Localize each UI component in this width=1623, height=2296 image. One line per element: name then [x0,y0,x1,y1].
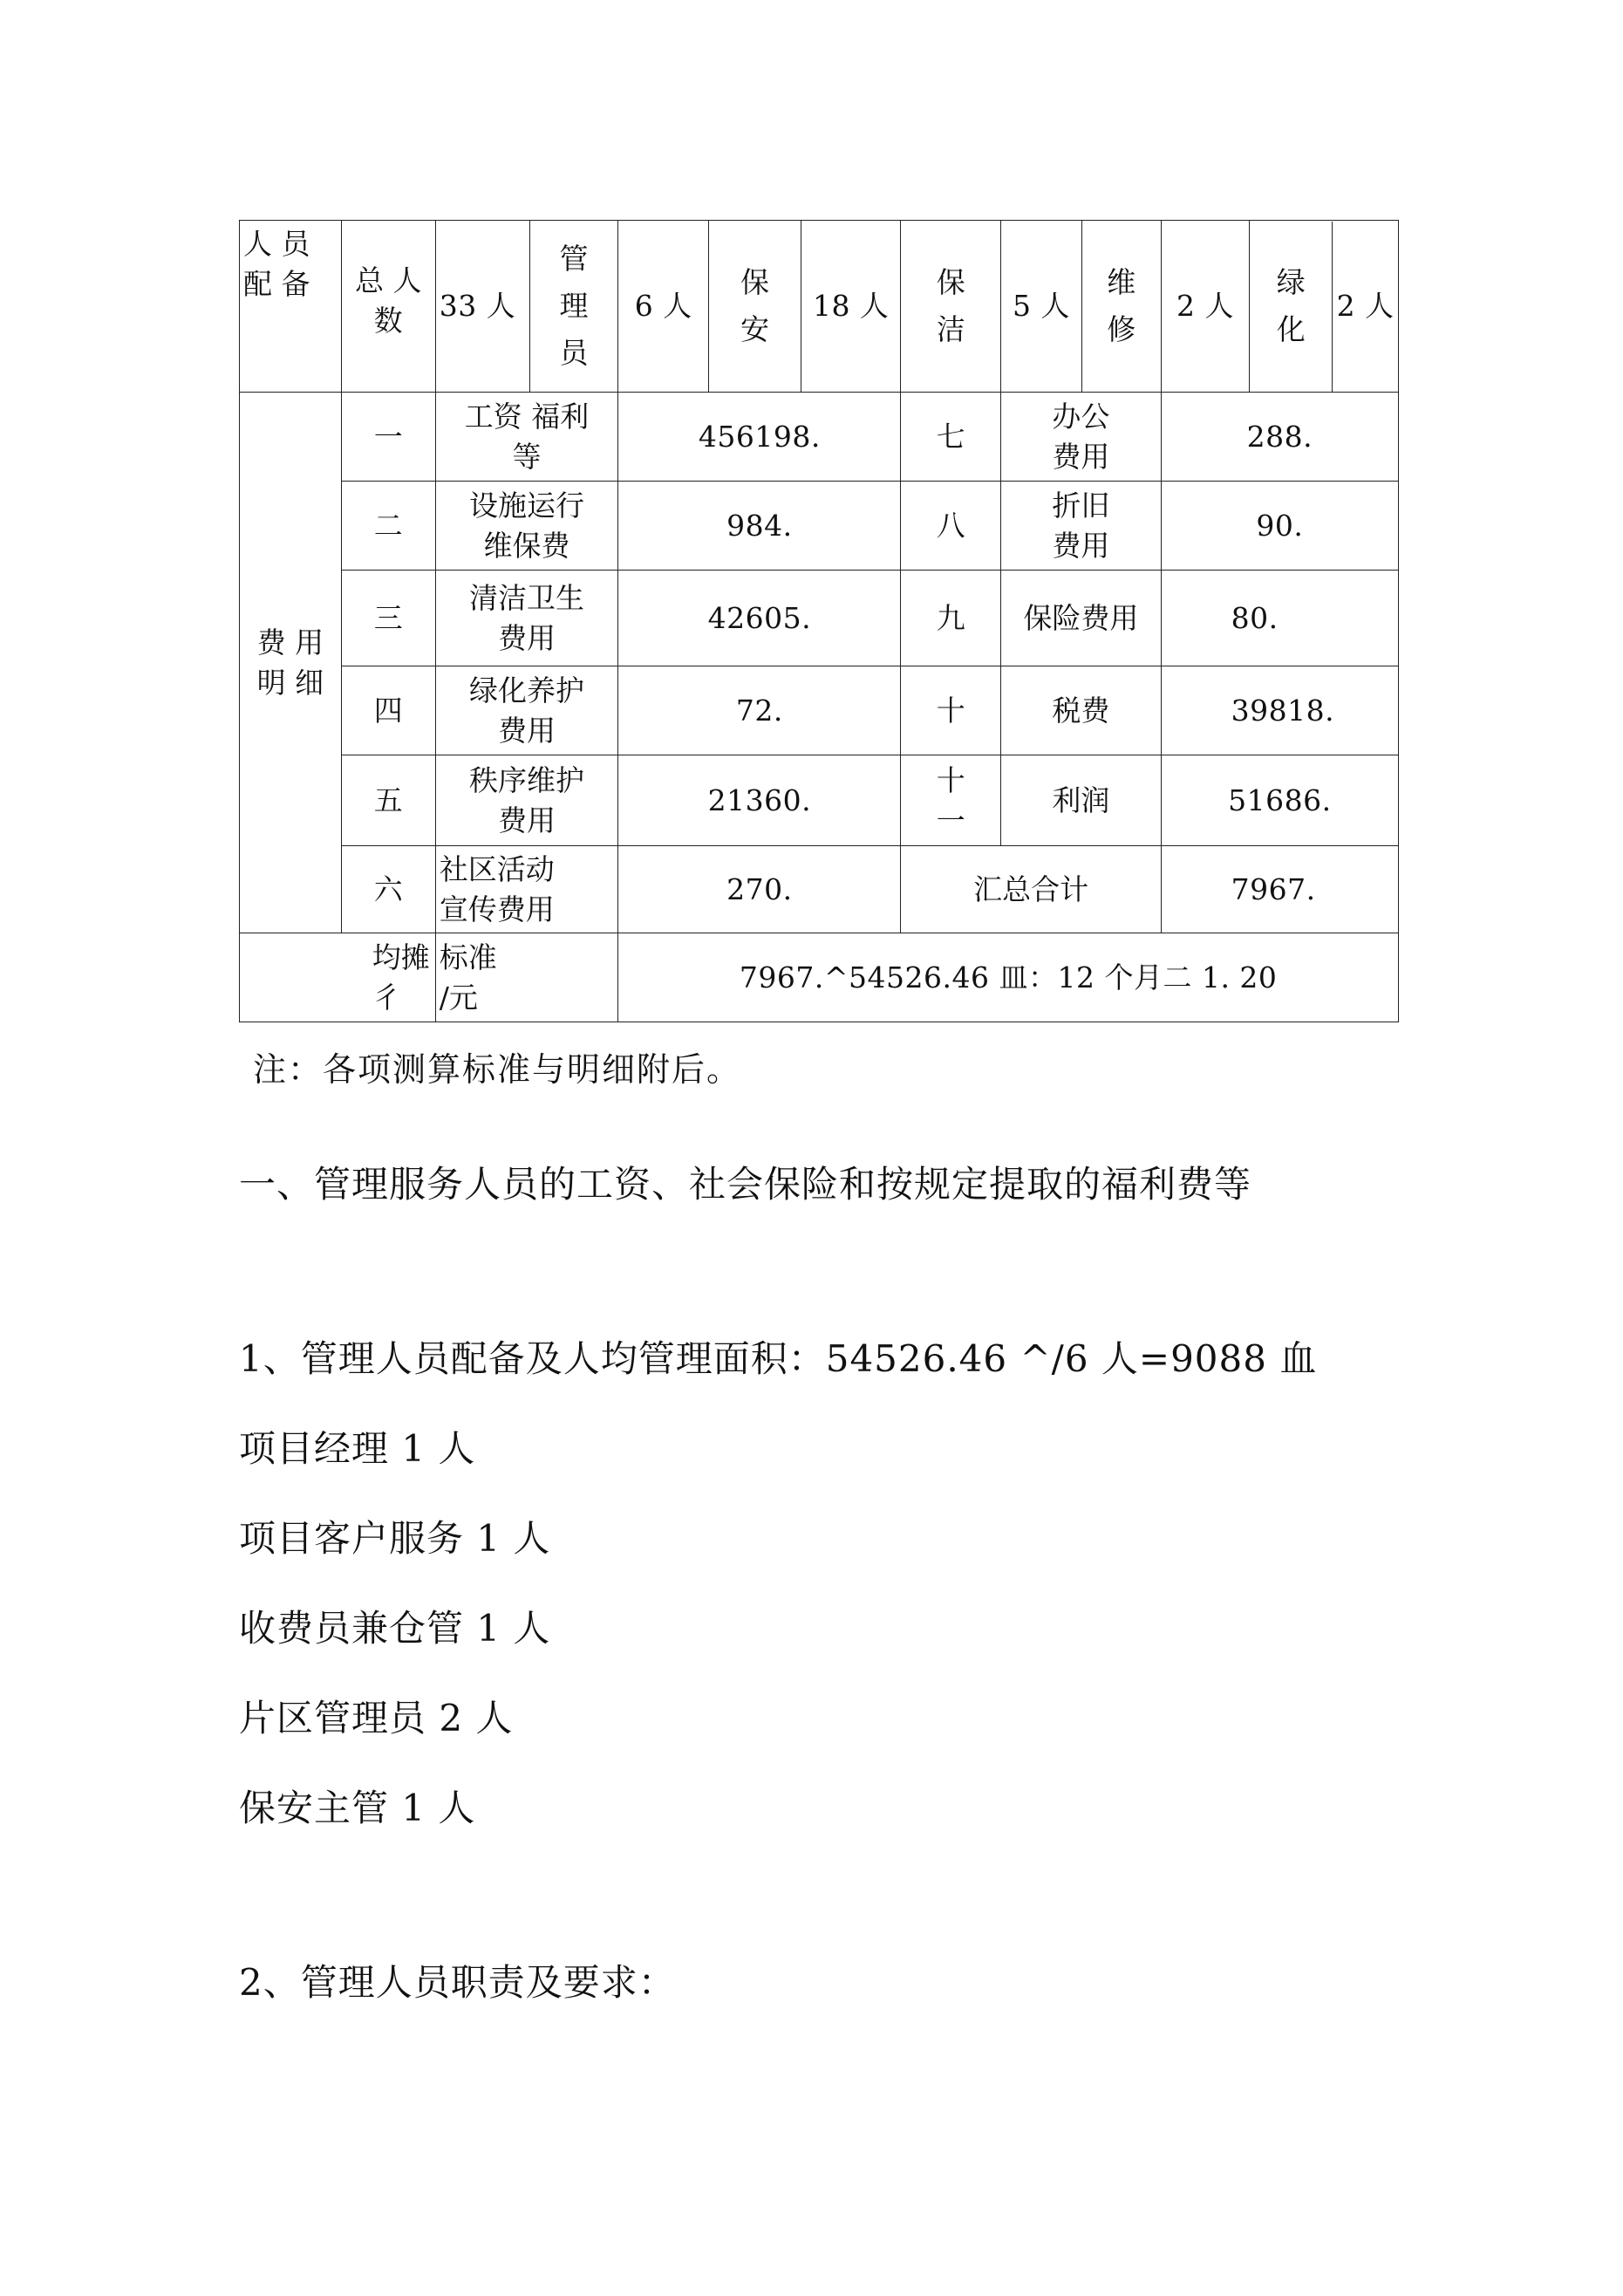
section-1-heading: 一、管理服务人员的工资、社会保险和按规定提取的福利费等 [239,1163,1252,1206]
role-name-cleaning: 保洁 [901,221,1001,393]
cost-row [240,571,1399,666]
cost-value: 456198. [618,393,901,482]
cost-item: 办公 费用 [1001,393,1162,482]
summary-label: 汇总合计 [901,846,1161,933]
cost-value: 288. [1161,393,1398,482]
cost-row [240,666,1399,755]
role-count-maintenance: 2 人 [1161,221,1250,393]
cost-value: 42605. [618,571,901,666]
staff-list-item: 项目经理 1 人 [239,1427,476,1470]
staffing-total-label: 总 人 数 [341,221,435,393]
cost-item: 秩序维护 费用 [435,755,618,846]
cost-no: 七 [901,393,1001,482]
cost-row [240,755,1399,846]
cost-no: 八 [901,482,1001,571]
staff-list-item: 片区管理员 2 人 [239,1697,514,1739]
cost-row [240,482,1399,571]
table-note: 注：各项测算标准与明细附后。 [253,1050,742,1089]
role-count-cleaning: 5 人 [1001,221,1082,393]
cost-no: 六 [341,846,435,933]
cost-no: 十 一 [901,755,1001,846]
staffing-label: 人 员 配 备 [240,221,342,393]
staff-list-item: 保安主管 1 人 [239,1787,476,1829]
role-name-maintenance: 维修 [1081,221,1161,393]
cost-item: 设施运行 维保费 [435,482,618,571]
standard-label-b: 标准 /元 [435,933,618,1022]
staff-list-item: 项目客户服务 1 人 [239,1517,551,1560]
role-name-greening: 绿化 [1250,222,1333,392]
cost-item: 税费 [1001,666,1162,755]
cost-no: 四 [341,666,435,755]
standard-label-a: 均摊 彳 [240,933,436,1022]
cost-value: 51686. [1161,755,1398,846]
role-count-manager: 6 人 [618,221,709,393]
subsection-2-heading: 2、管理人员职责及要求： [239,1961,676,2004]
summary-value: 7967. [1161,846,1398,933]
cost-summary-table [239,220,1399,1022]
cost-row [240,393,1399,482]
role-count-greening: 2 人 [1336,289,1395,323]
cost-value: 90. [1161,482,1398,571]
greening-cell [1250,221,1399,393]
costs-label: 费 用 明 细 [240,393,342,933]
standard-value: 7967.^54526.46 皿：12 个月二 1. 20 [618,933,1399,1022]
role-count-security: 18 人 [801,221,901,393]
cost-value: 984. [618,482,901,571]
role-name-security: 保安 [709,221,801,393]
cost-item: 工资 福利 等 [435,393,618,482]
staffing-row [240,221,1399,393]
cost-no: 二 [341,482,435,571]
cost-no: 三 [341,571,435,666]
cost-value: 72. [618,666,901,755]
cost-item: 清洁卫生 费用 [435,571,618,666]
cost-value: 39818. [1161,666,1398,755]
cost-row [240,846,1399,933]
cost-no: 十 [901,666,1001,755]
cost-item: 绿化养护 费用 [435,666,618,755]
cost-no: 一 [341,393,435,482]
cost-item: 社区活动 宣传费用 [435,846,618,933]
subsection-1-heading: 1、管理人员配备及人均管理面积：54526.46 ^/6 人=9088 血 [239,1337,1318,1380]
cost-item: 折旧 费用 [1001,482,1162,571]
cost-no: 五 [341,755,435,846]
standard-row [240,933,1399,1022]
cost-value: 21360. [618,755,901,846]
staff-list-item: 收费员兼仓管 1 人 [239,1607,551,1650]
cost-item: 利润 [1001,755,1162,846]
cost-value: 270. [618,846,901,933]
role-name-manager: 管理员 [529,221,618,393]
cost-value: 80. [1161,571,1398,666]
staffing-total-value: 33 人 [435,221,529,393]
cost-item: 保险费用 [1001,571,1162,666]
cost-no: 九 [901,571,1001,666]
